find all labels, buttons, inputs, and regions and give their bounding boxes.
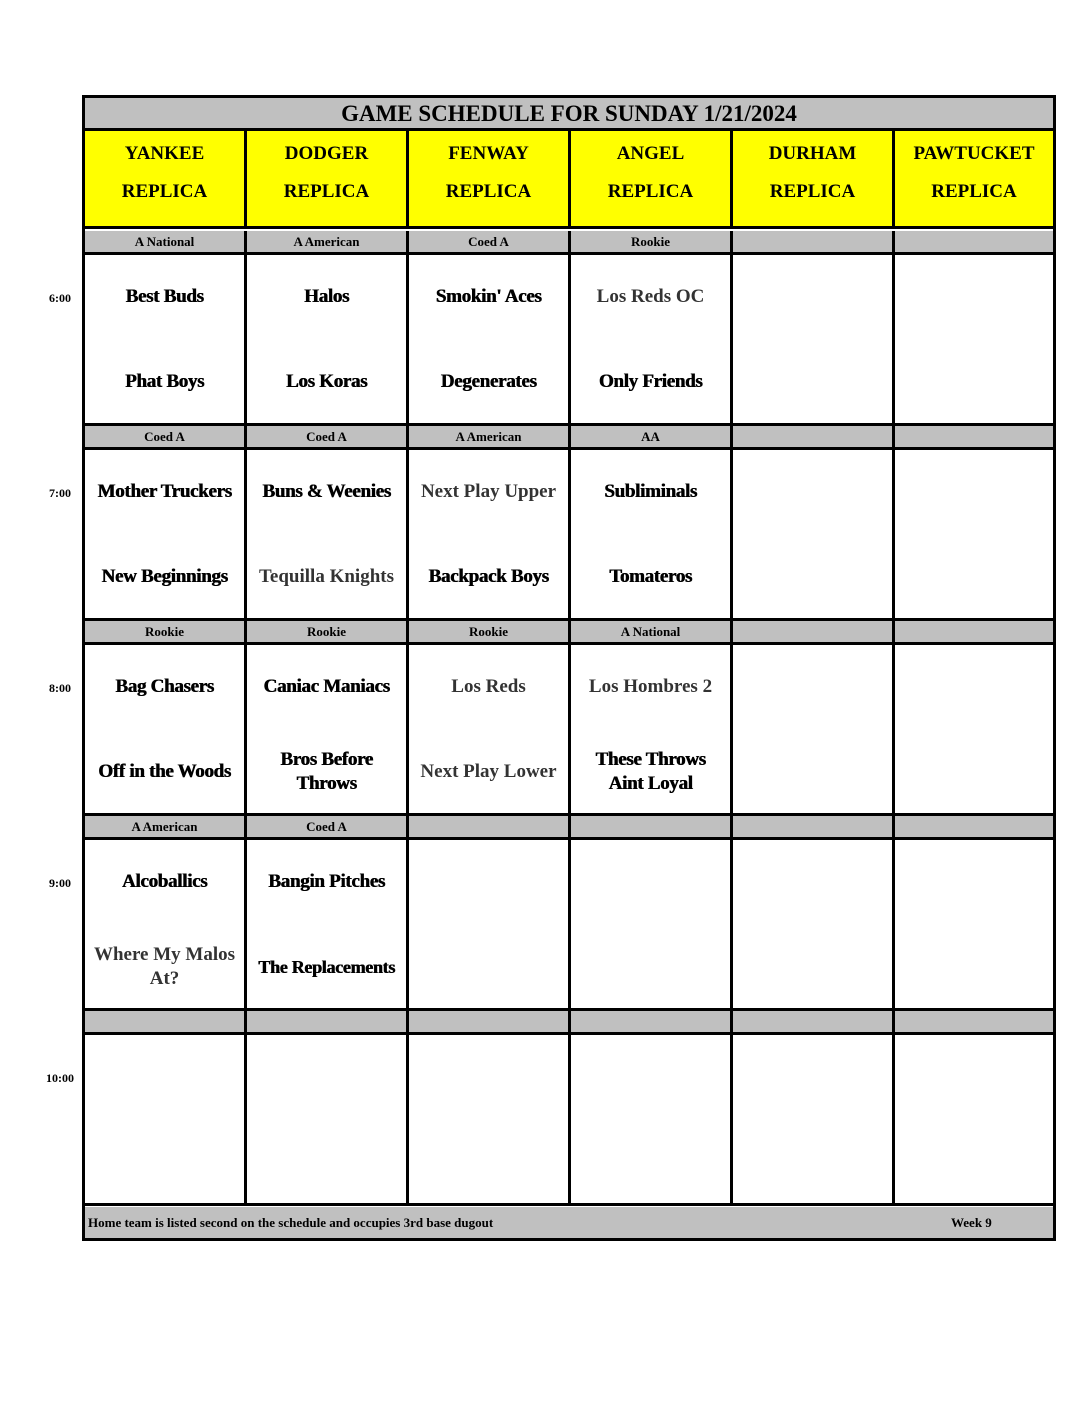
- away-team: Buns & Weenies: [262, 481, 391, 502]
- game-cell: [247, 840, 409, 1011]
- division-label: [895, 1011, 1053, 1035]
- game-row-7pm: [85, 450, 1053, 621]
- away-team: Mother Truckers: [97, 481, 232, 502]
- division-label: [409, 816, 571, 840]
- home-team-note: Home team is listed second on the schedule and occupies 3rd base dugout: [88, 1215, 494, 1230]
- home-team: Bros Before Throws: [280, 749, 373, 794]
- division-row-10pm: [85, 1011, 1053, 1035]
- game-cell: [571, 255, 733, 426]
- field-sub: REPLICA: [445, 181, 532, 202]
- division-label: [247, 1011, 409, 1035]
- field-sub: REPLICA: [283, 181, 370, 202]
- game-row-9pm: [85, 840, 1053, 1011]
- home-team: New Beginnings: [101, 566, 228, 587]
- division-label: A National: [85, 231, 247, 255]
- division-label: A National: [571, 621, 733, 645]
- game-row-6pm: [85, 255, 1053, 426]
- home-team: Only Friends: [598, 371, 703, 392]
- home-team: Backpack Boys: [428, 566, 549, 587]
- time-label-6pm: 6:00: [49, 291, 71, 305]
- time-label-10pm: 10:00: [46, 1071, 74, 1085]
- game-cell: [247, 645, 409, 816]
- field-header-row: [85, 131, 1053, 229]
- game-cell: [247, 450, 409, 621]
- field-header-angel: [571, 131, 733, 229]
- division-label: [895, 816, 1053, 840]
- field-header-yankee: [85, 131, 247, 229]
- away-team: Subliminals: [604, 481, 697, 502]
- game-cell: [409, 255, 571, 426]
- division-label: AA: [571, 426, 733, 450]
- away-team: Caniac Maniacs: [263, 676, 390, 697]
- away-team: Los Hombres 2: [588, 676, 713, 697]
- field-sub: REPLICA: [607, 181, 694, 202]
- game-cell: [571, 450, 733, 621]
- division-label: A American: [247, 231, 409, 255]
- game-cell: [85, 255, 247, 426]
- game-cell: [247, 1035, 409, 1206]
- game-cell: [895, 840, 1053, 1011]
- division-label: Rookie: [571, 231, 733, 255]
- game-cell: [409, 840, 571, 1011]
- home-team: Tomateros: [609, 566, 692, 587]
- game-cell: [895, 450, 1053, 621]
- field-name: FENWAY: [448, 143, 529, 164]
- division-label: Rookie: [409, 621, 571, 645]
- division-label: [733, 816, 895, 840]
- field-name: DODGER: [284, 143, 369, 164]
- home-team: Degenerates: [440, 371, 537, 392]
- game-cell: [895, 645, 1053, 816]
- away-team: Alcoballics: [121, 871, 208, 892]
- division-label: [409, 1011, 571, 1035]
- game-cell: [895, 1035, 1053, 1206]
- away-team: Los Reds OC: [596, 286, 705, 307]
- schedule-sheet: [82, 95, 1056, 1241]
- division-label: Coed A: [409, 231, 571, 255]
- away-team: Los Reds: [451, 676, 526, 697]
- home-team: Los Koras: [285, 371, 368, 392]
- division-row-8pm: [85, 621, 1053, 645]
- schedule-footer: [85, 1207, 1053, 1238]
- field-sub: REPLICA: [769, 181, 856, 202]
- home-team: Tequilla Knights: [259, 566, 394, 587]
- division-label: Coed A: [247, 426, 409, 450]
- away-team: Bangin Pitches: [268, 871, 385, 892]
- game-cell: [409, 1035, 571, 1206]
- division-label: Rookie: [247, 621, 409, 645]
- home-team: The Replacements: [258, 957, 395, 977]
- field-header-pawtucket: [895, 131, 1053, 229]
- game-cell: [733, 450, 895, 621]
- division-label: A American: [85, 816, 247, 840]
- field-name: DURHAM: [768, 143, 857, 164]
- home-team: Next Play Lower: [420, 761, 557, 782]
- game-cell: [733, 1035, 895, 1206]
- division-label: [571, 816, 733, 840]
- division-label: [733, 621, 895, 645]
- time-label-9pm: 9:00: [49, 876, 71, 890]
- game-cell: [733, 645, 895, 816]
- division-label: [895, 426, 1053, 450]
- game-cell: [571, 1035, 733, 1206]
- game-cell: [85, 840, 247, 1011]
- away-team: Bag Chasers: [115, 676, 214, 697]
- division-label: [895, 231, 1053, 255]
- field-sub: REPLICA: [931, 181, 1017, 202]
- division-label: [85, 1011, 247, 1035]
- game-cell: [85, 450, 247, 621]
- division-label: [733, 231, 895, 255]
- field-header-fenway: [409, 131, 571, 229]
- time-label-7pm: 7:00: [49, 486, 71, 500]
- time-label-8pm: 8:00: [49, 681, 71, 695]
- game-cell: [733, 840, 895, 1011]
- home-team: Phat Boys: [124, 371, 205, 392]
- game-cell: [409, 645, 571, 816]
- game-cell: [733, 255, 895, 426]
- away-team: Smokin' Aces: [435, 286, 542, 307]
- field-name: ANGEL: [616, 143, 685, 164]
- field-name: PAWTUCKET: [913, 143, 1035, 164]
- home-team: Where My Malos At?: [93, 944, 236, 989]
- division-label: Coed A: [247, 816, 409, 840]
- division-label: A American: [409, 426, 571, 450]
- away-team: Best Buds: [125, 286, 204, 307]
- schedule-title: GAME SCHEDULE FOR SUNDAY 1/21/2024: [85, 98, 1053, 131]
- game-cell: [85, 1035, 247, 1206]
- field-header-dodger: [247, 131, 409, 229]
- away-team: Halos: [304, 286, 349, 307]
- week-label: Week 9: [951, 1215, 992, 1230]
- game-cell: [247, 255, 409, 426]
- division-label: [733, 426, 895, 450]
- game-cell: [571, 840, 733, 1011]
- game-cell: [571, 645, 733, 816]
- home-team: These Throws Aint Loyal: [595, 749, 706, 794]
- division-label: [895, 621, 1053, 645]
- home-team: Off in the Woods: [98, 761, 231, 782]
- division-label: Coed A: [85, 426, 247, 450]
- division-label: [571, 1011, 733, 1035]
- field-header-durham: [733, 131, 895, 229]
- game-row-8pm: [85, 645, 1053, 816]
- away-team: Next Play Upper: [420, 481, 557, 502]
- field-name: YANKEE: [124, 143, 205, 164]
- field-sub: REPLICA: [121, 181, 208, 202]
- division-label: Rookie: [85, 621, 247, 645]
- division-row-7pm: [85, 426, 1053, 450]
- division-row-9pm: [85, 816, 1053, 840]
- game-cell: [895, 255, 1053, 426]
- division-row-6pm: [85, 231, 1053, 255]
- division-label: [733, 1011, 895, 1035]
- game-row-10pm: [85, 1035, 1053, 1206]
- game-cell: [85, 645, 247, 816]
- game-cell: [409, 450, 571, 621]
